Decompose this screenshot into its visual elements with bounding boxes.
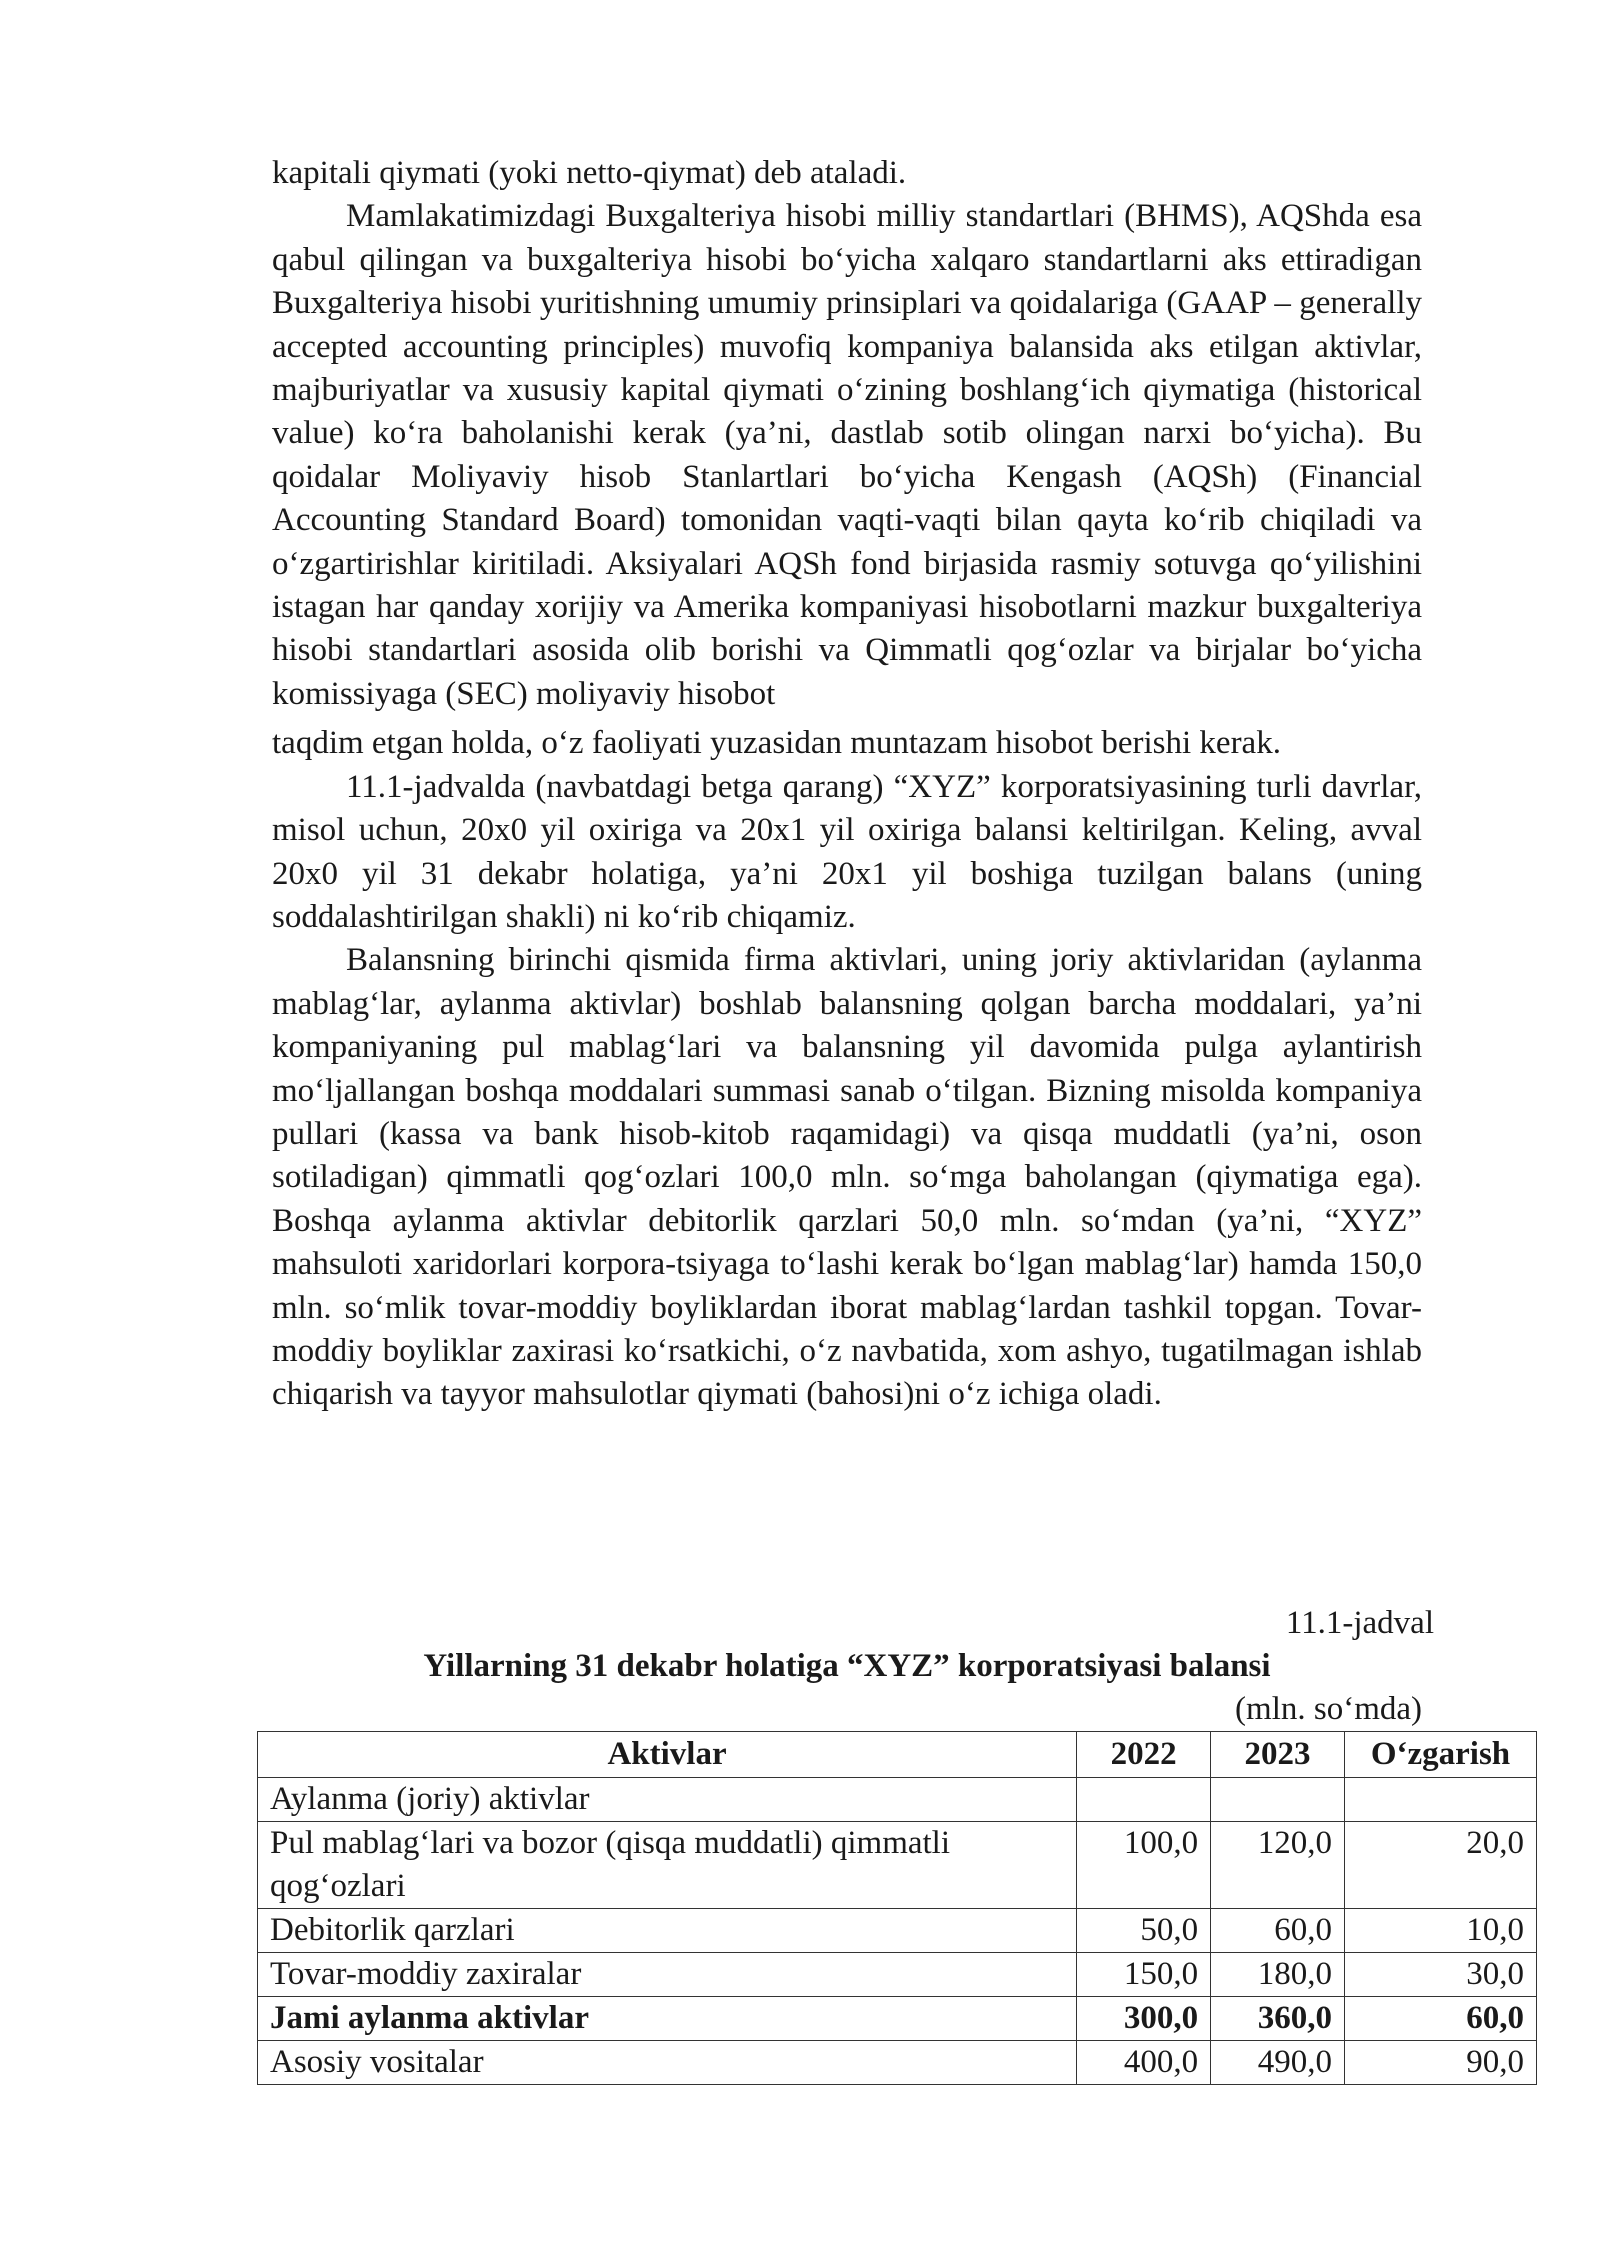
header-assets: Aktivlar: [258, 1732, 1077, 1778]
row-label: Pul mablag‘lari va bozor (qisqa muddatli) qimmatli qog‘ozlari: [258, 1822, 1077, 1909]
value-change: 10,0: [1345, 1909, 1537, 1953]
value-2022: 300,0: [1077, 1997, 1211, 2041]
table-row: [258, 1778, 1537, 1822]
row-label: Asosiy vositalar: [258, 2041, 1077, 2085]
header-change: O‘zgarish: [1345, 1732, 1537, 1778]
table-row: [258, 1909, 1537, 1953]
value-2023: 360,0: [1211, 1997, 1345, 2041]
value-change: [1345, 1778, 1537, 1822]
value-2022: 50,0: [1077, 1909, 1211, 1953]
paragraph-table-intro: 11.1-jadvalda (navbatdagi betga qarang) “XYZ” korporatsiyasining turli davrlar, misol uchun, 20x0 yil oxiriga va 20x1 yil oxiriga balansi keltirilgan. Keling, avval 20x0 yil 31 dekabr holatiga, ya’ni 20x1 yil boshiga tuzilgan balans (uning soddalashtirilgan shakli) ni ko‘rib chiqamiz.: [272, 768, 1422, 935]
paragraph-standards: Mamlakatimizdagi Buxgalteriya hisobi milliy standartlari (BHMS), AQShda esa qabul qilingan va buxgalteriya hisobi bo‘yicha xalqaro standartlarni aks ettiradigan Buxgalteriya hisobi yuritishning umumiy prinsiplari va qoidalariga (GAAP – generally accepted accounting principles) muvofiq kompaniya balansida aks etilgan aktivlar, majburiyatlar va xususiy kapital qiymati o‘zining boshlang‘ich qiymatiga (historical value) ko‘ra baholanishi kerak (ya’ni, dastlab sotib olingan narxi bo‘yicha). Bu qoidalar Moliyaviy hisob Stanlartlari bo‘yicha Kengash (AQSh) (Financial Accounting Standard Board) tomonidan vaqti-vaqti bilan qayta ko‘rib chiqiladi va o‘zgartirishlar kiritiladi. Aksiyalari AQSh fond birjasida rasmiy sotuvga qo‘yilishini istagan har qanday xorijiy va Amerika kompaniyasi hisobotlarni mazkur buxgalteriya hisobi standartlari asosida olib borishi va Qimmatli qog‘ozlar va birjalar bo‘yicha komissiyaga (SEC) moliyaviy hisobot: [272, 198, 1422, 712]
body-text: [272, 152, 1422, 1417]
value-2022: 400,0: [1077, 2041, 1211, 2085]
value-2023: 490,0: [1211, 2041, 1345, 2085]
table-row: [258, 1953, 1537, 1997]
balance-table: [257, 1731, 1537, 2085]
row-label: Aylanma (joriy) aktivlar: [258, 1778, 1077, 1822]
table-unit: (mln. so‘mda): [1235, 1691, 1422, 1727]
table-title: Yillarning 31 dekabr holatiga “XYZ” korporatsiyasi balansi: [423, 1648, 1271, 1684]
row-label: Tovar-moddiy zaxiralar: [258, 1953, 1077, 1997]
value-2023: [1211, 1778, 1345, 1822]
table-number: 11.1-jadval: [1285, 1605, 1434, 1641]
value-2023: 180,0: [1211, 1953, 1345, 1997]
value-2022: 150,0: [1077, 1953, 1211, 1997]
value-change: 30,0: [1345, 1953, 1537, 1997]
value-2023: 120,0: [1211, 1822, 1345, 1909]
paragraph-continuation-2: taqdim etgan holda, o‘z faoliyati yuzasidan muntazam hisobot berishi kerak.: [272, 725, 1281, 762]
table-row: [258, 2041, 1537, 2085]
value-change: 60,0: [1345, 1997, 1537, 2041]
paragraph-assets: Balansning birinchi qismida firma aktivlari, uning joriy aktivlaridan (aylanma mablag‘lar, aylanma aktivlar) boshlab balansning qolgan barcha moddalari, ya’ni kompaniyaning pul mablag‘lari va balansning yil davomida pulga aylantirish mo‘ljallangan boshqa moddalari summasi sanab o‘tilgan. Bizning misolda kompaniya pullari (kassa va bank hisob-kitob raqamidagi) va qisqa muddatli (ya’ni, oson sotiladigan) qimmatli qog‘ozlari 100,0 mln. so‘mga baholangan (qiymatiga ega). Boshqa aylanma aktivlar debitorlik qarzlari 50,0 mln. so‘mdan (ya’ni, “XYZ” mahsuloti xaridorlari korpora-tsiyaga to‘lashi kerak bo‘lgan mablag‘lar) hamda 150,0 mln. so‘mlik tovar-moddiy boyliklardan iborat mablag‘lardan tashkil topgan. Tovar-moddiy boyliklar zaxirasi ko‘rsatkichi, o‘z navbatida, xom ashyo, tugatilmagan ishlab chiqarish va tayyor mahsulotlar qiymati (bahosi)ni o‘z ichiga oladi.: [272, 942, 1422, 1413]
value-2022: [1077, 1778, 1211, 1822]
paragraph-continuation: kapitali qiymati (yoki netto-qiymat) deb ataladi.: [272, 155, 907, 191]
value-2023: 60,0: [1211, 1909, 1345, 1953]
value-2022: 100,0: [1077, 1822, 1211, 1909]
header-2023: 2023: [1211, 1732, 1345, 1778]
value-change: 20,0: [1345, 1822, 1537, 1909]
row-label: Jami aylanma aktivlar: [258, 1997, 1077, 2041]
table-row: [258, 1822, 1537, 1909]
table-row-total: [258, 1997, 1537, 2041]
row-label: Debitorlik qarzlari: [258, 1909, 1077, 1953]
value-change: 90,0: [1345, 2041, 1537, 2085]
header-2022: 2022: [1077, 1732, 1211, 1778]
table-header-row: [258, 1732, 1537, 1778]
